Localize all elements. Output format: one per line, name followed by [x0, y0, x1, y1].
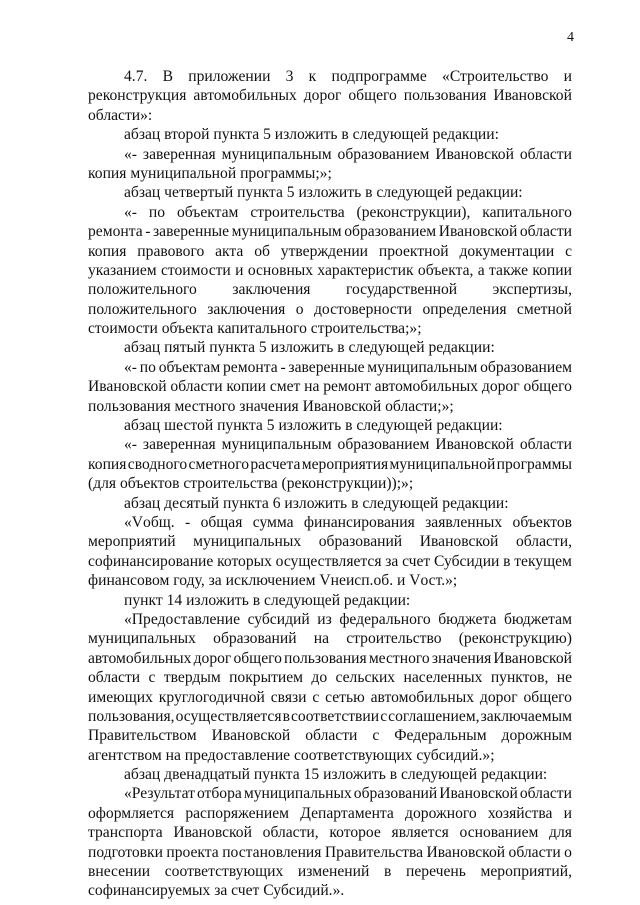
text-word: области,: [515, 533, 572, 551]
text-line: [88, 261, 572, 280]
text-word: образований: [213, 630, 297, 648]
text-word: заключения: [232, 281, 311, 299]
text-word: расчета: [250, 455, 301, 473]
text-word: «-: [124, 145, 137, 163]
text-line: агентством на предоставление соответствующих субсидий.»;: [88, 746, 495, 764]
text-word: местного: [368, 649, 430, 667]
text-word: акта: [215, 242, 244, 260]
text-word: также: [489, 261, 529, 279]
text-word: строительства: [250, 203, 345, 221]
text-word: «Строительство: [442, 68, 549, 85]
text-word: копия: [88, 455, 127, 473]
text-word: постановления: [222, 843, 322, 861]
text-word: населенных: [403, 669, 483, 687]
text-word: достоверности: [313, 300, 413, 318]
text-word: области: [519, 145, 572, 163]
text-word: Ивановской: [493, 87, 572, 105]
text-word: области: [519, 223, 572, 241]
text-word: общая: [200, 513, 243, 531]
text-word: области: [305, 727, 358, 745]
text-word: объектов: [512, 513, 572, 531]
text-word: внесении: [88, 863, 151, 881]
text-word: общего: [523, 688, 572, 706]
text-word: сводного: [127, 455, 188, 473]
text-word: федерального: [339, 610, 431, 628]
text-word: муниципальных: [88, 630, 196, 648]
text-word: смет: [269, 378, 301, 396]
text-word: в: [503, 552, 511, 570]
text-line: (для объектов строительства (реконструкции));»;: [88, 475, 414, 493]
text-word: мероприятий: [88, 533, 176, 551]
text-line: [88, 377, 572, 396]
text-word: пользования,: [88, 707, 175, 725]
text-word: Ивановской: [419, 533, 499, 551]
text-word: автомобильных: [374, 378, 479, 396]
text-word: бюджетам: [503, 610, 572, 628]
text-word: мероприятий,: [480, 863, 572, 881]
text-word: основных: [247, 261, 314, 279]
text-line: [88, 784, 572, 803]
text-word: муниципальных: [193, 533, 302, 551]
text-line: [88, 843, 572, 862]
text-word: круглогодичной: [158, 688, 265, 706]
text-word: до: [311, 669, 328, 687]
text-word: соответствии: [291, 707, 380, 725]
text-line: [88, 203, 572, 222]
text-word: распоряжением: [185, 804, 290, 822]
text-word: бюджета: [438, 610, 497, 628]
text-word: с: [372, 727, 380, 745]
text-word: дорог: [481, 378, 520, 396]
text-word: связи: [270, 688, 307, 706]
text-word: о: [295, 300, 304, 318]
text-word: осуществляется: [275, 552, 382, 570]
text-word: строительство: [346, 630, 442, 648]
text-word: муниципальным: [231, 223, 342, 241]
text-word: и: [563, 68, 572, 85]
text-word: заключения: [207, 300, 286, 318]
text-word: проектной: [378, 242, 449, 260]
text-word: заверенные: [152, 223, 230, 241]
text-word: которое: [329, 824, 381, 842]
text-word: проекта: [166, 843, 219, 861]
text-word: характеристик: [317, 261, 414, 279]
text-word: «-: [124, 358, 137, 376]
text-word: текущем: [514, 552, 572, 570]
text-word: сметной: [516, 300, 572, 318]
text-word: на: [304, 378, 320, 396]
text-word: заверенная: [142, 436, 216, 454]
text-word: которых: [217, 552, 272, 570]
text-word: стоимости: [160, 261, 231, 279]
text-line: абзац десятый пункта 6 изложить в следующей редакции:: [124, 494, 509, 512]
text-word: значения: [431, 649, 492, 667]
text-line: [88, 358, 572, 377]
text-word: образованием: [480, 358, 572, 376]
text-word: капитального: [482, 203, 572, 221]
text-line: [88, 552, 572, 571]
text-word: счет: [402, 552, 431, 570]
text-word: области: [519, 785, 572, 803]
text-word: указанием: [88, 261, 157, 279]
text-word: определения: [422, 300, 507, 318]
text-line: абзац двенадцатый пункта 15 изложить в следующей редакции:: [124, 766, 548, 784]
text-line: абзац пятый пункта 5 изложить в следующей редакции:: [124, 339, 495, 357]
text-word: с: [380, 707, 388, 725]
text-word: «Vобщ.: [124, 513, 175, 531]
text-word: а: [477, 261, 485, 279]
text-line: [88, 513, 572, 532]
text-word: документации: [459, 242, 555, 260]
text-word: является: [391, 824, 449, 842]
text-line: финансовом году, за исключением Vнеисп.об. и Vост.»;: [88, 572, 458, 590]
text-word: области: [88, 669, 141, 687]
text-word: заверенные: [288, 358, 365, 376]
text-word: софинансирование: [88, 552, 214, 570]
text-word: Ивановской: [439, 785, 518, 803]
text-line: [88, 222, 572, 241]
text-word: В: [162, 68, 174, 85]
text-word: Ивановской: [435, 145, 514, 163]
text-word: Ивановской: [173, 824, 252, 842]
text-word: образованием: [337, 145, 430, 163]
text-line: [88, 435, 572, 454]
text-word: из: [317, 610, 332, 628]
text-word: образованием: [344, 223, 437, 241]
text-word: положительного: [88, 300, 197, 318]
text-line: [88, 726, 572, 745]
text-word: основанием: [459, 824, 539, 842]
text-line: [88, 455, 572, 474]
text-word: соглашением,: [388, 707, 480, 725]
text-line: [88, 688, 572, 707]
text-word: ремонта: [88, 223, 143, 241]
text-word: правового: [137, 242, 205, 260]
text-word: имеющих: [88, 688, 153, 706]
text-word: и: [235, 261, 244, 279]
text-word: сельских: [335, 669, 396, 687]
text-word: копии: [532, 261, 572, 279]
text-word: (реконструкцию): [458, 630, 572, 648]
text-word: субсидий: [247, 610, 310, 628]
text-word: на: [313, 630, 330, 648]
page-number: 4: [567, 30, 574, 45]
text-word: транспорта: [88, 824, 163, 842]
text-line: [88, 300, 572, 319]
text-word: дорожного: [405, 804, 477, 822]
text-word: в: [282, 707, 290, 725]
text-line: [88, 668, 572, 687]
text-word: области: [519, 436, 572, 454]
text-word: отбора: [196, 785, 242, 803]
text-line: [88, 629, 572, 648]
text-line: абзац шестой пункта 5 изложить в следующей редакции:: [124, 417, 503, 435]
text-line: абзац четвертый пункта 5 изложить в следующей редакции:: [124, 184, 523, 202]
text-word: положительного: [88, 281, 197, 299]
text-word: общего: [523, 378, 572, 396]
text-word: с: [148, 669, 156, 687]
text-word: сметного: [188, 455, 250, 473]
text-line: области»:: [88, 106, 153, 124]
text-line: [88, 532, 572, 551]
text-word: Ивановской: [438, 223, 518, 241]
text-word: по: [148, 203, 166, 221]
text-word: -: [145, 223, 151, 241]
text-word: Субсидии: [433, 552, 500, 570]
text-word: покрытием: [229, 669, 304, 687]
text-line: [88, 280, 572, 299]
text-word: Ивановской: [426, 843, 506, 861]
text-word: государственной: [345, 281, 458, 299]
text-word: заверенная: [142, 145, 216, 163]
text-word: муниципальных: [243, 785, 352, 803]
text-word: объектам: [158, 358, 221, 376]
text-word: реконструкция: [88, 87, 187, 105]
text-word: дорог: [303, 87, 342, 105]
text-word: о: [564, 843, 572, 861]
text-word: Ивановской: [493, 649, 572, 667]
text-word: Правительства: [324, 843, 424, 861]
text-word: для: [549, 824, 572, 842]
text-line: [88, 86, 572, 105]
text-word: изменений: [297, 863, 370, 881]
text-word: Правительством: [88, 727, 197, 745]
text-word: общего: [348, 87, 397, 105]
text-word: пользования: [403, 87, 487, 105]
text-word: к: [308, 68, 317, 85]
text-word: подготовки: [88, 843, 163, 861]
text-word: заключаемым: [480, 707, 572, 725]
text-word: не: [556, 669, 572, 687]
text-line: [88, 707, 572, 726]
text-word: «Предоставление: [124, 610, 241, 628]
text-word: 4.7.: [124, 68, 148, 85]
text-word: автомобильных: [193, 87, 297, 105]
text-word: -: [185, 513, 191, 531]
text-word: приложении: [188, 68, 271, 85]
text-line: [88, 67, 572, 86]
text-word: области,: [262, 824, 319, 842]
text-word: муниципальной: [389, 455, 496, 473]
text-word: образований: [318, 533, 403, 551]
text-word: 3: [285, 68, 294, 85]
text-word: (реконструкции),: [356, 203, 471, 221]
text-line: [88, 862, 572, 881]
text-word: образованием: [337, 436, 430, 454]
text-word: муниципальным: [221, 436, 332, 454]
text-line: пункт 14 изложить в следующей редакции:: [124, 591, 411, 609]
text-word: «Результат: [124, 785, 195, 803]
text-word: твердым: [163, 669, 221, 687]
text-word: автомобильных: [370, 688, 475, 706]
text-word: ремонта: [223, 358, 278, 376]
text-line: [88, 610, 572, 629]
text-line: [88, 804, 572, 823]
text-word: объектам: [176, 203, 239, 221]
text-word: «-: [124, 203, 137, 221]
text-word: соответствующих: [164, 863, 284, 881]
text-word: копия: [88, 242, 127, 260]
text-word: подпрограмме: [331, 68, 427, 85]
text-word: за: [385, 552, 399, 570]
text-line: [88, 242, 572, 261]
text-word: и: [563, 804, 572, 822]
text-word: дорог: [193, 649, 232, 667]
text-word: образований: [353, 785, 438, 803]
text-word: Ивановской: [435, 436, 514, 454]
text-word: хозяйства: [487, 804, 553, 822]
text-word: дорог: [479, 688, 518, 706]
text-word: заявленных: [425, 513, 503, 531]
text-word: по: [139, 358, 156, 376]
text-word: копии: [226, 378, 266, 396]
text-word: Ивановской: [211, 727, 291, 745]
text-word: об: [254, 242, 270, 260]
text-word: Ивановской: [88, 378, 167, 396]
text-word: области: [508, 843, 561, 861]
text-word: оформляется: [88, 804, 175, 822]
text-word: дорожным: [501, 727, 572, 745]
text-word: -: [280, 358, 286, 376]
text-word: осуществляется: [175, 707, 282, 725]
text-word: с: [312, 688, 320, 706]
text-word: экспертизы,: [492, 281, 572, 299]
text-word: программы: [496, 455, 572, 473]
text-word: ремонт: [323, 378, 371, 396]
text-word: Департамента: [300, 804, 394, 822]
text-word: пользования: [284, 649, 367, 667]
text-word: финансирования: [303, 513, 415, 531]
text-word: с: [565, 242, 572, 260]
text-line: [88, 649, 572, 668]
text-word: автомобильных: [88, 649, 192, 667]
text-line: [88, 823, 572, 842]
text-word: муниципальным: [221, 145, 332, 163]
text-line: стоимости объекта капитального строительства;»;: [88, 320, 422, 338]
text-word: перечень: [406, 863, 466, 881]
text-word: муниципальным: [367, 358, 478, 376]
text-line: абзац второй пункта 5 изложить в следующей редакции:: [124, 126, 499, 144]
text-word: в: [383, 863, 392, 881]
text-word: сетью: [325, 688, 365, 706]
text-line: софинансируемых за счет Субсидий.».: [88, 882, 345, 900]
text-word: области: [170, 378, 223, 396]
text-line: копия муниципальной программы;»;: [88, 164, 332, 182]
text-word: общего: [233, 649, 282, 667]
text-line: пользования местного значения Ивановской области;»;: [88, 397, 454, 415]
text-word: утверждении: [280, 242, 369, 260]
text-word: сумма: [252, 513, 294, 531]
text-word: «-: [124, 436, 137, 454]
text-line: [88, 145, 572, 164]
text-word: пунктов,: [490, 669, 549, 687]
text-word: Федеральным: [394, 727, 487, 745]
text-word: объекта,: [417, 261, 474, 279]
text-word: мероприятия: [301, 455, 389, 473]
document-body: [88, 67, 572, 901]
